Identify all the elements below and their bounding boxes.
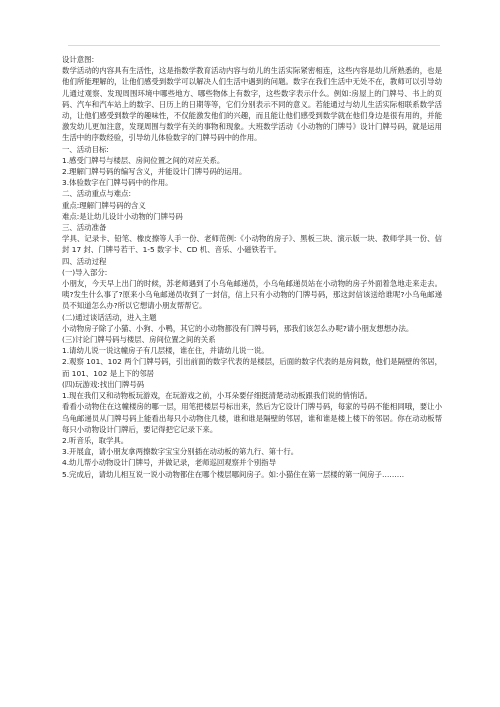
section-heading-focus: 二、活动重点与难点:	[62, 189, 132, 199]
subsection-intro: (一)导入部分:	[62, 267, 108, 277]
game-item-5: 5.完成后，请幼儿相互说一说小动物都住在哪个楼层哪间房子。如:小猫住在第一层楼的第一间房子………	[62, 469, 405, 479]
goal-item-3: 3.体验数字在门牌号码中的作用。	[62, 178, 173, 188]
focus-difficulty: 难点:是让幼儿设计小动物的门牌号码	[62, 211, 183, 221]
document-body	[62, 54, 442, 480]
preparation-paragraph: 学具、记录卡、铅笔、橡皮擦等人手一份、老师范例:《小动物的房子》、黑板三块、演示版一块、教师学具一份、信封 17 封、门牌号若干、1-5 数字卡、CD 机、音乐、小磁铁若干。	[62, 234, 442, 255]
subsection-discussion: (二)通过谈话活动，进入主题	[62, 312, 157, 322]
focus-key-point: 重点:理解门牌号码的含义	[62, 200, 146, 210]
header-rule	[68, 45, 440, 46]
section-heading-goals: 一、活动目标:	[62, 144, 109, 154]
relationship-item-1: 1.请幼儿说一说这幢房子有几层楼，谁在住，并请幼儿说一说。	[62, 346, 269, 356]
design-intent-paragraph: 数学活动的内容具有生活性，这是指数学教育活动内容与幼儿的生活实际紧密相连，这些内容是幼儿所熟悉的，也是他们所能理解的，让他们感受到数学可以解决人们生活中遇到的问题。数字在我们生活中无处不在，教师可以引导幼儿通过观察、发现周围环境中哪些地方、哪些物体上有数字，这些数字表示什么。例如:房屋上的门牌号、书上的页码、汽车和汽车站上的数字、日历上的日期等等，它们分别表示不同的意义。若能通过与幼儿生活实际相联系数学活动，让他们感受到数学的趣味性，不仅能激发他们的兴趣，而且能让他们感受到数学就在他们身边是很有用的，并能激发幼儿更加注意，发现周围与数学有关的事物和现象。大班数学活动《小动物的门牌号》设计门牌号码，就是运用生活中的序数经验，引导幼儿体验数字的门牌号码中的作用。	[62, 66, 442, 143]
subsection-relationship: (三)讨论门牌号码与楼层、房间位置之间的关系	[62, 335, 216, 345]
intro-paragraph: 小朋友，今天早上出门的时候，苏老师遇到了小乌龟邮递员，小乌龟邮递员站在小动物的房子外面着急地走来走去。咦?发生什么事了?原来小乌龟邮递员收到了一封信，信上只有小动物的门牌号码，那这封信该送给谁呢?小乌龟邮递员不知道怎么办?所以它想请小朋友帮帮它。	[62, 279, 442, 311]
game-item-4: 4.幼儿帮小动物设计门牌号，并做记录，老师巡回观察并个别指导	[62, 458, 276, 468]
game-item-2: 2.听音乐，取学具。	[62, 435, 129, 445]
game-instructions-paragraph: 看看小动物住在这幢楼房的哪一层，用笔把楼层号标出来，然后为它设计门牌号码，每家的号码不能相同哦，要让小乌龟邮递员从门牌号码上能看出每只小动物住几楼，谁和谁是隔壁的邻居，谁和谁是楼上楼下的邻居。你在动动板帮每只小动物设计门牌后，要记得把它记录下来。	[62, 402, 442, 434]
section-heading-preparation: 三、活动准备	[62, 223, 107, 233]
subsection-game: (四)玩游戏:找出门牌号码	[62, 379, 145, 389]
section-heading-process: 四、活动过程	[62, 256, 107, 266]
goal-item-1: 1.感受门牌号与楼层、房间位置之间的对应关系。	[62, 155, 225, 165]
discussion-paragraph: 小动物房子除了小猫、小狗、小鸭，其它的小动物都没有门牌号码，那我们该怎么办呢?请小朋友想想办法。	[62, 323, 414, 333]
design-intent-heading: 设计意图:	[62, 55, 95, 64]
goal-item-2: 2.理解门牌号码的编写含义，并能设计门牌号码的运用。	[62, 167, 247, 177]
relationship-item-2: 2.观察 101、102 两个门牌号码，引出前面的数字代表的是楼层，后面的数字代表的是房间数，他们是隔壁的邻居，而 101、102 是上下的邻居	[62, 357, 442, 378]
game-item-3: 3.开展盒，请小朋友拿两擦数字宝宝分别插在动动板的第九行、第十行。	[62, 447, 299, 457]
game-item-1: 1.现在我们又和动物板玩游戏，在玩游戏之前，小耳朵要仔细挺清楚动动板跟我们说的悄悄话。	[62, 391, 373, 401]
